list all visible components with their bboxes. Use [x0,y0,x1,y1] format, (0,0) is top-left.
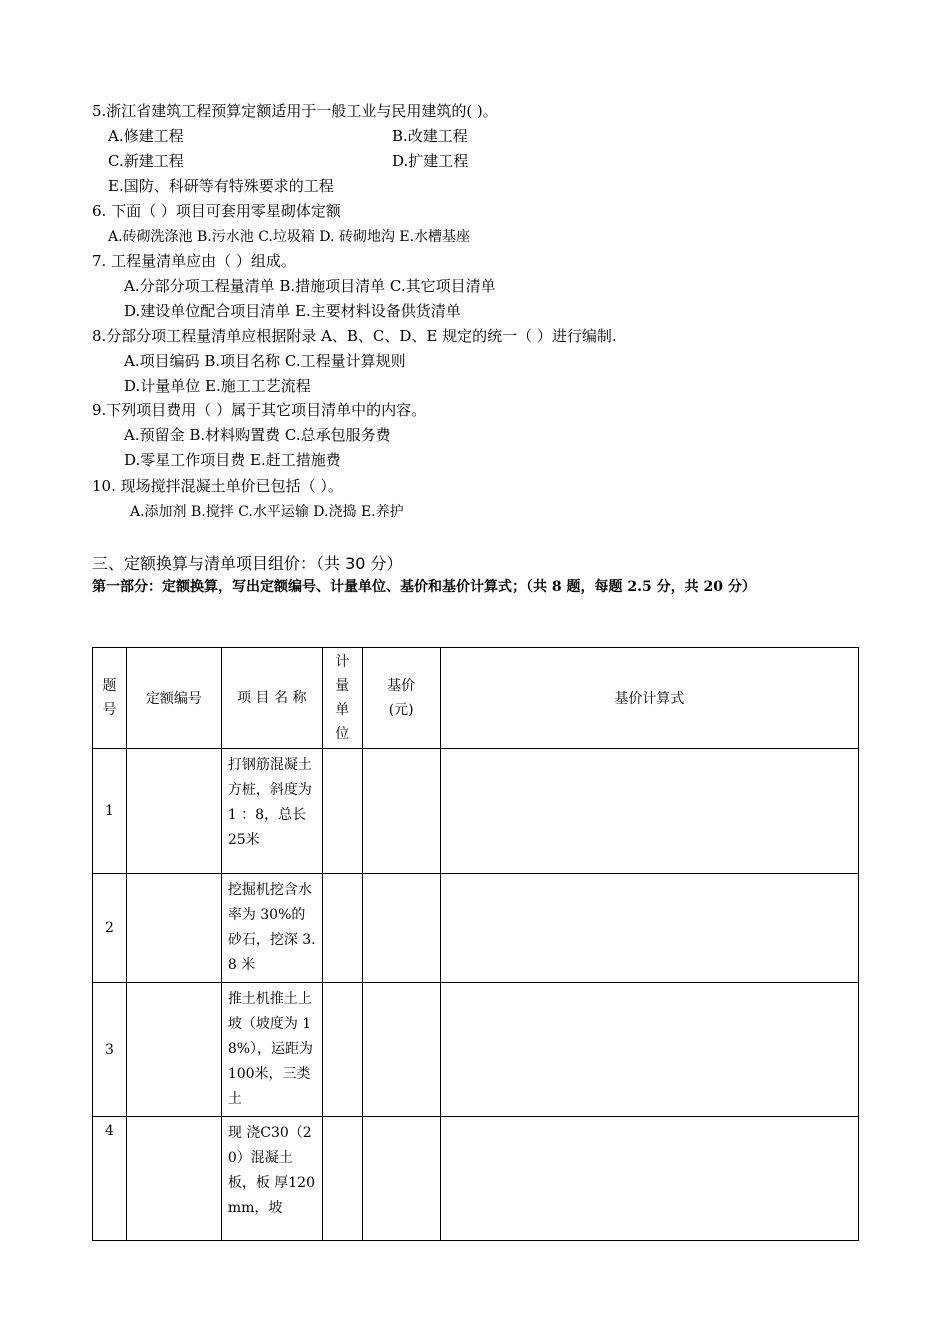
table-row [93,749,859,874]
question-5-option-c: C.新建工程 [108,152,184,170]
question-6-stem: 6. 下面（ ）项目可套用零星砌体定额 [92,202,341,220]
question-5-option-a: A.修建工程 [108,127,184,145]
item-name-cell: 现 浇C30（20）混凝土板，板 厚120mm，坡 [221,1117,322,1241]
question-7-options-line-2: D.建设单位配合项目清单 E.主要材料设备供货清单 [124,302,461,320]
table-header-row [93,648,859,749]
unit-cell[interactable] [322,983,362,1117]
unit-cell[interactable] [322,874,362,983]
question-7-options-line-1: A.分部分项工程量清单 B.措施项目清单 C.其它项目清单 [124,277,496,295]
unit-cell[interactable] [322,749,362,874]
question-5-option-d: D.扩建工程 [392,152,469,170]
answer-table [92,647,859,1241]
table-row [93,983,859,1117]
price-cell[interactable] [362,983,440,1117]
table-row [93,874,859,983]
question-8-options-line-1: A.项目编码 B.项目名称 C.工程量计算规则 [124,352,406,370]
table-row [93,1117,859,1241]
header-unit: 计量单位 [322,648,362,749]
code-cell[interactable] [126,983,221,1117]
row-number: 2 [93,874,127,983]
question-5-stem: 5.浙江省建筑工程预算定额适用于一般工业与民用建筑的( )。 [92,102,498,120]
formula-cell[interactable] [440,1117,858,1241]
question-6-options: A.砖砌洗涤池 B.污水池 C.垃圾箱 D. 砖砌地沟 E.水槽基座 [108,229,471,245]
code-cell[interactable] [126,749,221,874]
price-cell[interactable] [362,874,440,983]
header-name: 项 目 名 称 [221,648,322,749]
question-5-option-e: E.国防、科研等有特殊要求的工程 [108,177,334,195]
question-10-options: A.添加剂 B.搅拌 C.水平运输 D.浇捣 E.养护 [130,504,404,520]
question-7-stem: 7. 工程量清单应由（ ）组成。 [92,252,296,270]
formula-cell[interactable] [440,874,858,983]
question-8-options-line-2: D.计量单位 E.施工工艺流程 [124,377,311,395]
price-cell[interactable] [362,1117,440,1241]
header-no: 题号 [93,648,127,749]
header-code: 定额编号 [126,648,221,749]
item-name-cell: 挖掘机挖含水率为 30%的砂石，挖深 3.8 米 [221,874,322,983]
price-cell[interactable] [362,749,440,874]
code-cell[interactable] [126,874,221,983]
question-9-options-line-2: D.零星工作项目费 E.赶工措施费 [124,451,341,469]
question-9-stem: 9.下列项目费用（ ）属于其它项目清单中的内容。 [92,401,427,419]
code-cell[interactable] [126,1117,221,1241]
formula-cell[interactable] [440,749,858,874]
header-formula: 基价计算式 [440,648,858,749]
section-subtitle: 第一部分：定额换算，写出定额编号、计量单位、基价和基价计算式；（共 8 题，每题 2.5 分，共 20 分） [92,579,756,595]
unit-cell[interactable] [322,1117,362,1241]
row-number: 4 [93,1117,127,1241]
formula-cell[interactable] [440,983,858,1117]
row-number: 3 [93,983,127,1117]
question-9-options-line-1: A.预留金 B.材料购置费 C.总承包服务费 [124,426,391,444]
row-number: 1 [93,749,127,874]
question-8-stem: 8.分部分项工程量清单应根据附录 A、B、C、D、E 规定的统一（ ）进行编制. [92,327,617,345]
item-name-cell: 打钢筋混凝土方桩，斜度为 1 ：8，总长 25米 [221,749,322,874]
section-title: 三、定额换算与清单项目组价：（共 30 分） [92,554,403,573]
question-5-option-b: B.改建工程 [392,127,468,145]
header-price: 基价(元) [362,648,440,749]
item-name-cell: 推土机推土上坡（坡度为 18%），运距为 100米，三类土 [221,983,322,1117]
question-10-stem: 10. 现场搅拌混凝土单价已包括（ ）。 [92,477,343,495]
